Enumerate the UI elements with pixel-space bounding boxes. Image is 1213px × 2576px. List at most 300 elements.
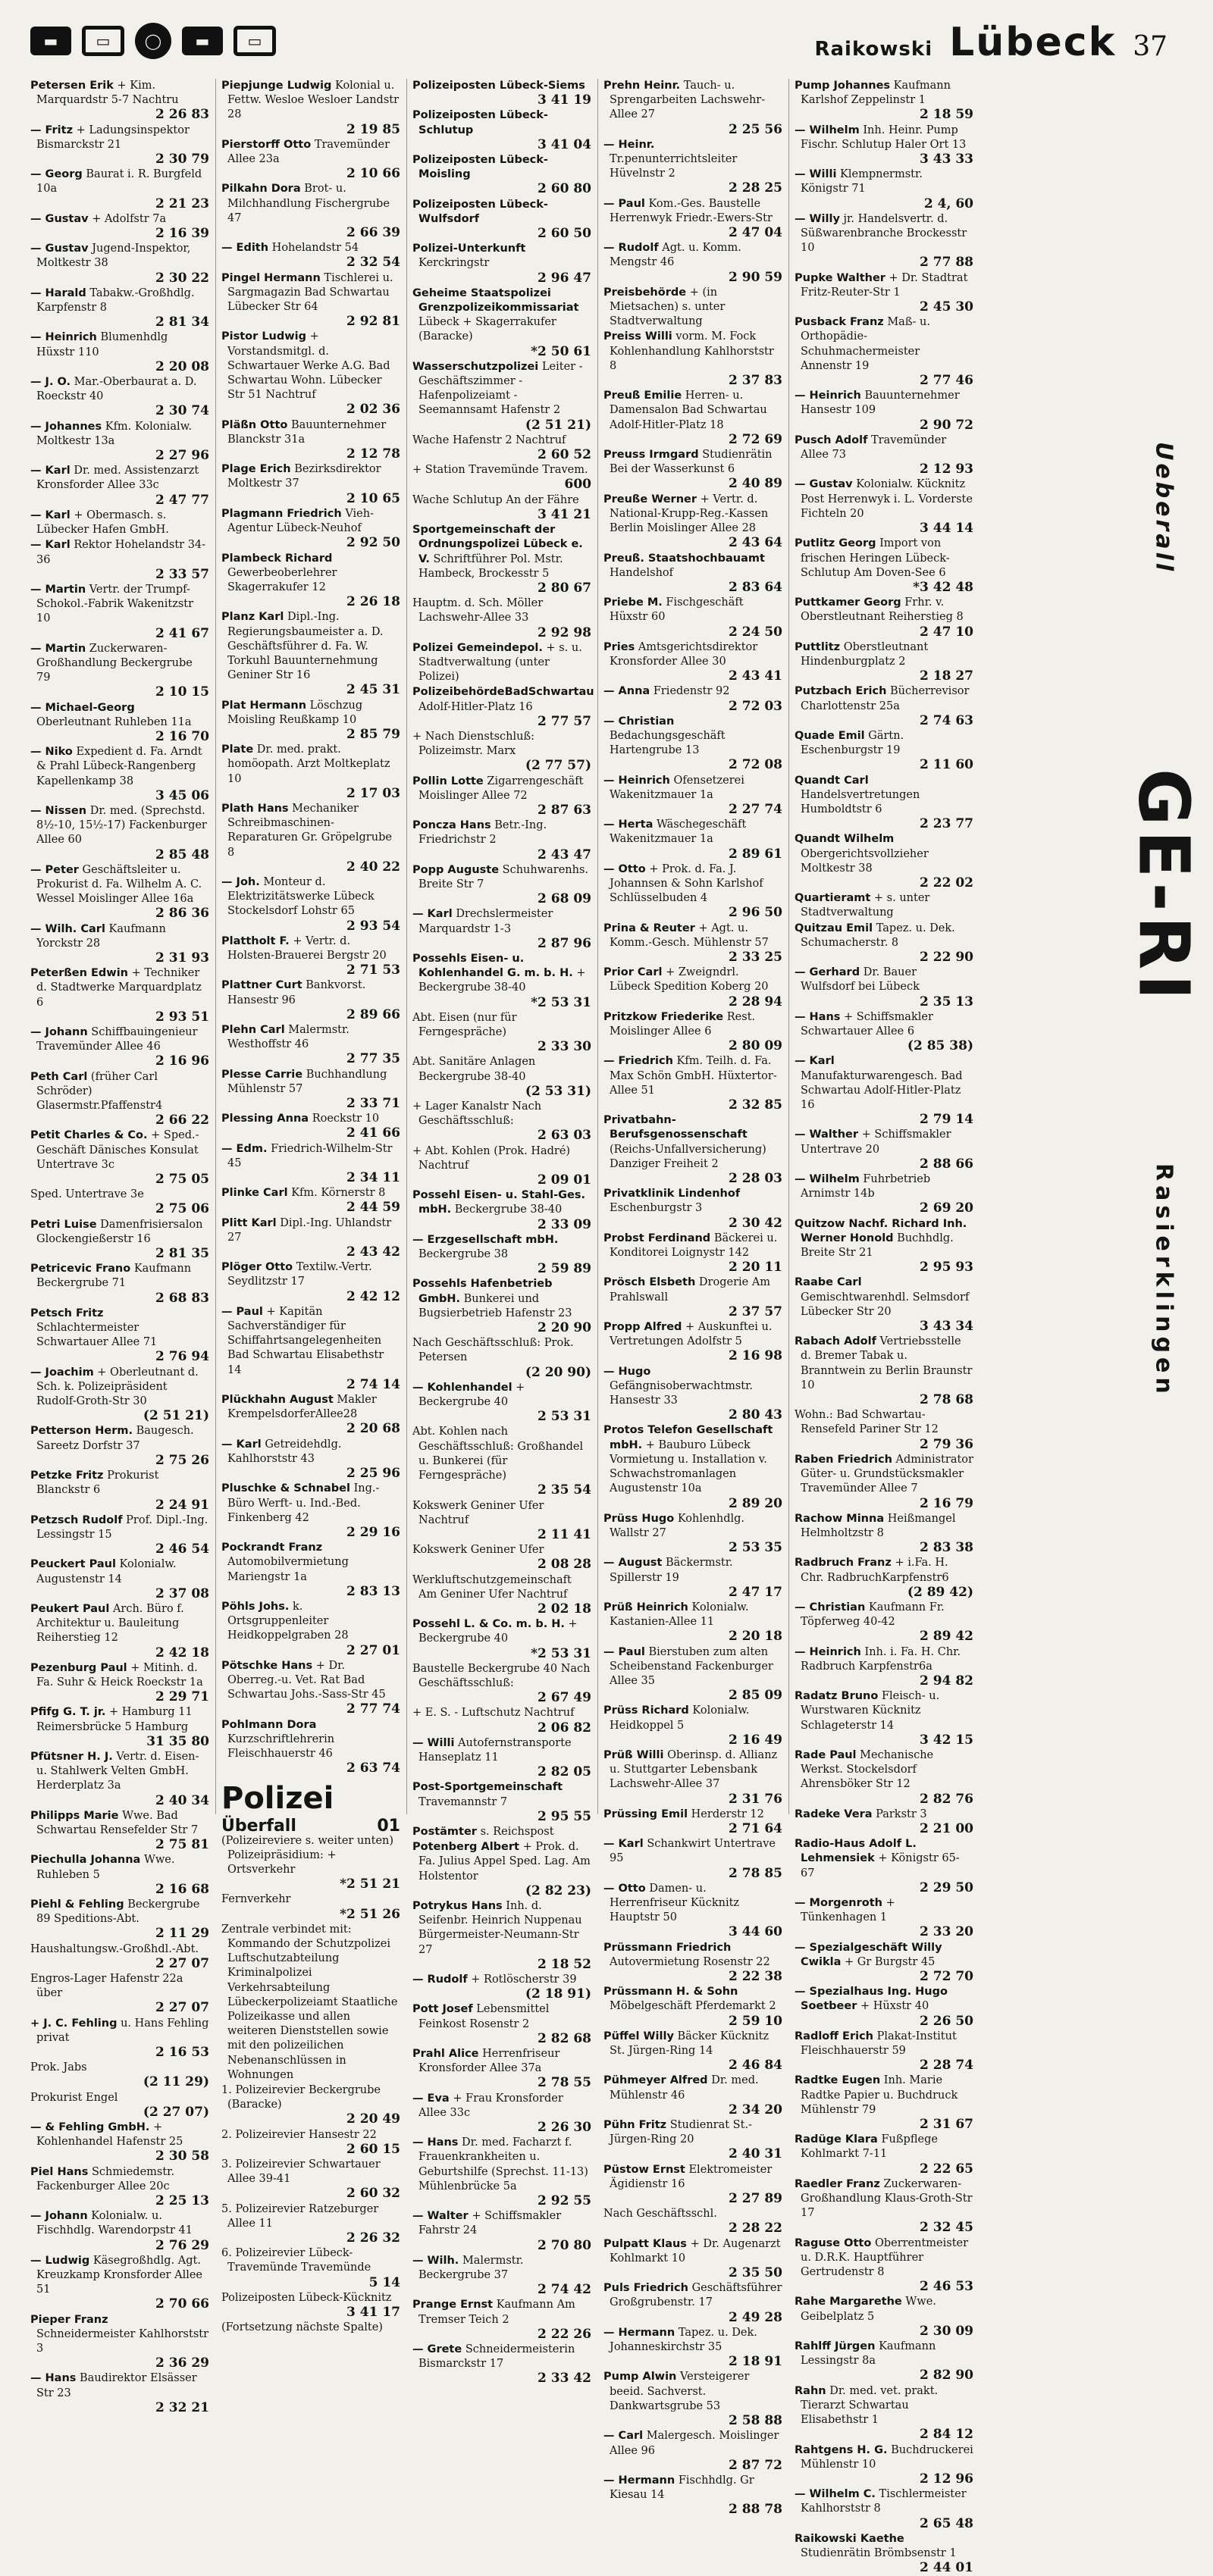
- entry-details: Autovermietung Rosenstr 22: [610, 1955, 770, 1968]
- entry-name: — Johannes: [30, 420, 102, 433]
- entry-phone: 2 27 96: [155, 448, 209, 464]
- entry-phone: 2 34 11: [346, 1170, 400, 1186]
- directory-entry: [412, 1336, 591, 1381]
- entry-details: + Beckergrube 40: [418, 1618, 578, 1645]
- directory-entry: [412, 1780, 591, 1825]
- directory-entry: [30, 1809, 209, 1854]
- entry-phone: 2 60 80: [538, 181, 591, 197]
- entry-details: + Abt. Kohlen (Prok. Hadré) Nachtruf: [412, 1144, 571, 1172]
- entry-details: Travemannstr 7: [418, 1795, 508, 1808]
- entry-phone: 2 87 63: [538, 802, 591, 818]
- entry-phone: 2 87 72: [729, 2457, 782, 2473]
- entry-name: Peuckert Paul: [30, 1558, 116, 1571]
- entry-name: Possehls Eisen- u. Kohlenhandel G. m. b. H.: [412, 952, 573, 980]
- entry-phone: (2 89 42): [907, 1584, 973, 1600]
- entry-phone: 2 44 01: [920, 2560, 973, 2576]
- directory-entry: [603, 2163, 782, 2208]
- entry-name: Prüß Heinrich: [603, 1601, 688, 1614]
- entry-name: — Carl: [603, 2430, 644, 2443]
- entry-phone: 2 20 68: [346, 1421, 400, 1437]
- entry-phone: 2 31 93: [155, 950, 209, 966]
- directory-entry: [795, 640, 973, 685]
- directory-entry: [221, 79, 400, 138]
- entry-name: Pötschke Hans: [221, 1659, 313, 1672]
- entry-phone: (2 27 07): [143, 2104, 209, 2120]
- entry-phone: 2 20 11: [729, 1260, 782, 1275]
- entry-details: Wache Schlutup An der Fähre: [412, 493, 579, 506]
- entry-details: Fischhdlg. Gr Kiesau 14: [610, 2474, 754, 2502]
- entry-name: Priebe M.: [603, 596, 663, 609]
- directory-entry: [603, 286, 782, 330]
- entry-phone: (2 18 91): [525, 1986, 591, 2002]
- entry-details: Kaufmann Karlshof Zeppelinstr 1: [801, 80, 951, 107]
- directory-entry: [412, 1543, 591, 1573]
- directory-entry: [412, 1736, 591, 1781]
- entry-phone: 2 45 31: [346, 682, 400, 698]
- entry-details: Beckergrube 38: [418, 1248, 509, 1261]
- entry-details: + Schiffsmakler Schwartauer Allee 6: [801, 1010, 933, 1038]
- entry-details: Oberleutnant Ruhleben 11a: [36, 715, 192, 728]
- entry-name: Petersen Erik: [30, 80, 114, 92]
- entry-name: — Paul: [603, 1645, 645, 1658]
- directory-entry: [795, 1453, 973, 1512]
- directory-entry: [30, 2209, 209, 2254]
- column-divider: [406, 79, 407, 1814]
- directory-column-4: [603, 79, 782, 2518]
- entry-details: Vieh-Agentur Lübeck-Neuhof: [227, 507, 374, 535]
- directory-entry: [412, 1233, 591, 1278]
- entry-details: Dr. med. Assistenzarzt Kronsforder Allee 33c: [36, 465, 199, 492]
- entry-name: Prüß Willi: [603, 1748, 664, 1761]
- directory-entry: [221, 1112, 400, 1141]
- entry-name: Pockrandt Franz: [221, 1542, 323, 1554]
- entry-name: Polizeiposten Lübeck-Siems: [412, 80, 585, 92]
- directory-entry: [221, 462, 400, 507]
- side-label-rasierklingen: [1130, 1122, 1198, 1440]
- entry-phone: 2 02 18: [538, 1601, 591, 1617]
- entry-details: Tischlermeister Kahlhorststr 8: [801, 2488, 967, 2515]
- entry-details: Kokswerk Geniner Ufer Nachtruf: [412, 1499, 544, 1526]
- entry-name: Prüss Richard: [603, 1704, 689, 1717]
- directory-entry: [795, 1275, 973, 1335]
- directory-entry: [795, 1556, 973, 1601]
- directory-entry: [603, 1113, 782, 1187]
- entry-phone: 2 42 12: [346, 1288, 400, 1304]
- directory-entry: [30, 167, 209, 212]
- entry-details: Bezirksdirektor Moltkestr 37: [227, 463, 381, 490]
- directory-entry: [221, 2246, 400, 2291]
- entry-details: 6. Polizeirevier Lübeck-Travemünde Travemünde: [221, 2247, 371, 2274]
- entry-name: Polizei Gemeindepol.: [412, 641, 543, 654]
- directory-entry: [221, 418, 400, 463]
- entry-details: Vertr. d. Eisen- u. Stahlwerk Velten GmbH. Herderplatz 3a: [36, 1750, 199, 1792]
- entry-name: — Hans: [412, 2136, 459, 2149]
- entry-details: Expedient d. Fa. Arndt & Prahl Lübeck-Rangenberg Kapellenkamp 38: [36, 746, 202, 787]
- entry-phone: 2 26 18: [346, 594, 400, 610]
- entry-name: Pollin Lotte: [412, 775, 484, 787]
- entry-details: Rest. Moislinger Allee 6: [610, 1010, 756, 1038]
- directory-entry: [795, 684, 973, 729]
- entry-phone: 2 30 42: [729, 1215, 782, 1231]
- entry-name: — Hugo: [603, 1365, 651, 1378]
- entry-phone: 2 31 67: [920, 2117, 973, 2133]
- entry-details: Friedenstr 92: [653, 685, 730, 698]
- entry-phone: 2 16 98: [729, 1348, 782, 1364]
- entry-name: Petzsch Rudolf: [30, 1513, 123, 1526]
- entry-phone: 2 90 72: [920, 417, 973, 433]
- entry-phone: 2 21 00: [920, 1820, 973, 1836]
- entry-phone: 2 26 30: [538, 2120, 591, 2136]
- entry-name: — Willi: [412, 1736, 455, 1749]
- directory-entry: [30, 330, 209, 375]
- directory-entry: [603, 2370, 782, 2429]
- directory-entry: [412, 818, 591, 863]
- entry-details: Fuhrbetrieb Arnimstr 14b: [801, 1173, 931, 1200]
- entry-details: + Hamburg 11 Reimersbrücke 5 Hamburg: [36, 1706, 193, 1733]
- entry-details: Inh. Marie Radtke Papier u. Buchdruck Mühlenstr 79: [801, 2074, 958, 2116]
- entry-phone: 2 80 43: [729, 1407, 782, 1423]
- entry-name: Plattholt F.: [221, 934, 290, 947]
- entry-name: Puttlitz: [795, 640, 841, 653]
- entry-phone: 2 60 15: [346, 2141, 400, 2157]
- directory-entry: [221, 330, 400, 418]
- entry-name: Plat Hermann: [221, 699, 307, 712]
- entry-name: — Niko: [30, 746, 73, 759]
- directory-entry: [30, 1469, 209, 1513]
- entry-details: Kokswerk Geniner Ufer: [412, 1544, 544, 1557]
- entry-name: Plath Hans: [221, 802, 289, 815]
- entry-phone: 2 77 35: [346, 1051, 400, 1067]
- directory-entry: [30, 701, 209, 746]
- entry-details: + Agt. u. Komm.-Gesch. Mühlenstr 57: [610, 922, 769, 949]
- entry-name: — Kohlenhandel: [412, 1381, 512, 1394]
- page-header: [30, 17, 1183, 70]
- entry-details: Beckergrube 89 Speditions-Abt.: [36, 1898, 200, 1926]
- directory-entry: [795, 1128, 973, 1172]
- entry-phone: 2 17 03: [346, 785, 400, 801]
- directory-entry: [412, 1499, 591, 1544]
- entry-details: Obergerichtsvollzieher Moltkestr 38: [801, 847, 929, 875]
- directory-entry: [412, 2343, 591, 2387]
- entry-name: — Christian: [795, 1601, 866, 1614]
- entry-name: Protos Telefon Gesellschaft mbH.: [603, 1424, 773, 1451]
- entry-phone: 2 75 06: [155, 1201, 209, 1217]
- directory-entry: [30, 1853, 209, 1898]
- entry-details: Kaufmann Yorckstr 28: [36, 922, 166, 950]
- entry-name: — Heinrich: [603, 774, 670, 787]
- entry-phone: 2 69 20: [920, 1200, 973, 1216]
- entry-phone: 2 96 47: [538, 270, 591, 286]
- entry-name: Potenberg Albert: [412, 1841, 519, 1854]
- entry-name: Radeke Vera: [795, 1808, 873, 1820]
- entry-phone: 2 68 83: [155, 1290, 209, 1306]
- entry-details: Tapez. u. Dek. Johanneskirchstr 35: [610, 2326, 757, 2354]
- entry-phone: 2 27 74: [729, 801, 782, 817]
- directory-entry: [603, 862, 782, 922]
- entry-name: Prina & Reuter: [603, 922, 695, 934]
- directory-entry: [221, 2202, 400, 2247]
- entry-name: Pistor Ludwig: [221, 330, 307, 343]
- entry-phone: 2 12 78: [346, 446, 400, 462]
- entry-details: (Reichs-Unfallversicherung) Danziger Freiheit 2: [610, 1143, 766, 1170]
- entry-phone: 2 22 90: [920, 949, 973, 965]
- entry-name: — Johann: [30, 1026, 88, 1038]
- directory-entry: [30, 922, 209, 967]
- entry-phone: 2 33 09: [538, 1216, 591, 1232]
- entry-name: — Otto: [603, 862, 646, 875]
- directory-entry: [603, 1365, 782, 1424]
- entry-details: + Auskunftei u. Vertretungen Adolfstr 5: [610, 1321, 773, 1348]
- entry-phone: 2 71 53: [346, 962, 400, 978]
- entry-name: Rachow Minna: [795, 1512, 885, 1525]
- entry-details: Textilw.-Vertr. Seydlitzstr 17: [227, 1261, 372, 1288]
- entry-details: Dr. med. prakt. homöopath. Arzt Moltkeplatz 10: [227, 743, 390, 785]
- directory-entry: [603, 1275, 782, 1320]
- entry-name: Radio-Haus Adolf L. Lehmensiek: [795, 1838, 917, 1865]
- entry-name: Potrykus Hans: [412, 1899, 503, 1912]
- entry-name: Raguse Otto: [795, 2236, 872, 2249]
- directory-column-2: [221, 79, 400, 2334]
- entry-details: + Vertr. d. National-Krupp-Reg.-Kassen Berlin Moislinger Allee 28: [610, 493, 769, 535]
- entry-details: Agt. u. Komm. Mengstr 46: [610, 242, 741, 269]
- entry-phone: 2 77 88: [920, 255, 973, 271]
- entry-name: Plehn Carl: [221, 1024, 285, 1036]
- entry-name: — August: [603, 1557, 663, 1570]
- entry-name: Pusch Adolf: [795, 434, 868, 446]
- entry-phone: 2 60 32: [346, 2186, 400, 2202]
- directory-entry: [30, 420, 209, 465]
- entry-phone: 2 22 26: [538, 2326, 591, 2342]
- entry-details: + Vorstandsmitgl. d. Schwartauer Werke A.G. Bad Schwartau Wohn. Lübecker Str 51 Nachtruf: [227, 330, 390, 402]
- entry-name: — Hans: [30, 2372, 77, 2385]
- entry-details: 3. Polizeirevier Schwartauer Allee 39-41: [221, 2158, 381, 2186]
- entry-details: Gemischtwarenhdl. Selmsdorf Lübecker Str 20: [801, 1291, 970, 1318]
- directory-entry: [412, 775, 591, 819]
- entry-details: Zuckerwaren-Großhandlung Klaus-Groth-Str 17: [801, 2177, 973, 2220]
- entry-details: Frhr. v. Oberstleutnant Reiherstieg 8: [801, 596, 964, 624]
- directory-entry: [603, 1985, 782, 2030]
- entry-name: Rade Paul: [795, 1748, 857, 1761]
- entry-details: Kfm. Kolonialw. Moltkestr 13a: [36, 420, 192, 447]
- entry-name: PolizeibehördeBadSchwartau: [412, 686, 594, 699]
- entry-details: Schneidermeisterin Bismarckstr 17: [418, 2343, 575, 2371]
- entry-name: Plattner Curt: [221, 979, 302, 992]
- directory-entry: [412, 2254, 591, 2299]
- entry-details: + s. unter Stadtverwaltung: [801, 892, 930, 919]
- entry-details: Malermstr. Westhoffstr 46: [227, 1024, 349, 1051]
- directory-entry: [221, 1482, 400, 1541]
- directory-entry: [30, 1307, 209, 1366]
- column-divider: [215, 79, 216, 1814]
- entry-name: Privatbahn-Berufsgenossenschaft: [603, 1114, 748, 1141]
- entry-phone: 2 79 36: [920, 1436, 973, 1452]
- directory-entry: [221, 1023, 400, 1068]
- directory-entry: [30, 1750, 209, 1809]
- entry-details: Herderstr 12: [691, 1808, 764, 1820]
- directory-entry: [30, 212, 209, 242]
- entry-phone: *2 53 31: [531, 994, 591, 1010]
- directory-entry: [795, 2177, 973, 2236]
- entry-phone: 2 37 08: [155, 1585, 209, 1601]
- entry-details: + Oberleutnant d. Sch. k. Polizeipräsident Rudolf-Groth-Str 30: [36, 1366, 199, 1408]
- directory-entry: [221, 138, 400, 183]
- advertiser-logos: [30, 23, 276, 59]
- entry-details: Ing.-Büro Werft- u. Ind.-Bed. Finkenberg 42: [227, 1482, 380, 1524]
- directory-entry: [795, 2295, 973, 2340]
- entry-phone: (2 51 21): [143, 1408, 209, 1424]
- entry-details: Lebensmittel Feinkost Rosenstr 2: [418, 2003, 550, 2030]
- entry-details: Zentrale verbindet mit: Kommando der Schutzpolizei Luftschutzabteilung Kriminalpolizei Verkehrsabteilung Lübeckerpolizeiamt Staatliche Polizeikasse und allen weiteren Dienststellen sowie mit den polizeilichen Nebenanschlüssen in Wohnungen: [221, 1923, 398, 2081]
- entry-phone: 2 33 42: [538, 2371, 591, 2387]
- entry-details: Rektor Hohelandstr 34-36: [36, 539, 206, 566]
- directory-entry: [30, 2165, 209, 2210]
- entry-name: Petri Luise: [30, 1218, 97, 1231]
- entry-details: + Frau Kronsforder Allee 33c: [418, 2092, 563, 2119]
- directory-entry: [795, 966, 973, 1010]
- entry-details: + Beckergrube 40: [418, 1381, 525, 1409]
- directory-entry: [30, 375, 209, 420]
- entry-name: Plöger Otto: [221, 1261, 293, 1274]
- entry-phone: 2 86 36: [155, 906, 209, 922]
- entry-details: Dipl.-Ing. Regierungsbaumeister a. D. Geschäftsführer d. Fa. W. Torkuhl Bauunternehmung Geniner Str 16: [227, 611, 384, 682]
- entry-phone: 2 37 57: [729, 1304, 782, 1319]
- directory-entry: [30, 1262, 209, 1307]
- entry-phone: 2 31 76: [729, 1791, 782, 1807]
- directory-entry: [412, 108, 591, 153]
- entry-phone: *2 51 26: [340, 1906, 400, 1922]
- entry-phone: 2 16 96: [155, 1053, 209, 1069]
- entry-name: Pulpatt Klaus: [603, 2237, 687, 2250]
- directory-entry: [412, 1100, 591, 1144]
- directory-entry: [795, 1512, 973, 1557]
- entry-name: — Rudolf: [603, 242, 659, 255]
- directory-entry: [30, 1557, 209, 1602]
- entry-name: — Karl: [30, 539, 71, 552]
- directory-entry: [603, 389, 782, 448]
- directory-columns: [30, 79, 1107, 2576]
- entry-details: Studienrätin Brömbsenstr 1: [801, 2546, 957, 2559]
- entry-details: + s. u. Stadtverwaltung (unter Polizei): [418, 641, 582, 684]
- directory-entry: [603, 1704, 782, 1748]
- directory-entry: [795, 922, 973, 966]
- entry-name: Prange Ernst: [412, 2299, 494, 2312]
- entry-details: (früher Carl Schröder) Glasermstr.Pfaffenstr4: [36, 1070, 163, 1113]
- directory-entry: [795, 315, 973, 389]
- entry-phone: 5 14: [368, 2274, 400, 2290]
- entry-name: Prehn Heinr.: [603, 80, 681, 92]
- logo-mark: ▭: [82, 26, 124, 56]
- directory-entry: [221, 802, 400, 875]
- entry-phone: 2 30 22: [155, 270, 209, 286]
- directory-entry: [412, 1706, 591, 1736]
- entry-details: + Station Travemünde Travem.: [412, 464, 588, 477]
- directory-entry: [603, 2474, 782, 2518]
- entry-details: Schlachtermeister Schwartauer Allee 71: [36, 1322, 158, 1349]
- entry-details: Nach Geschäftsschluß: Prok. Petersen: [412, 1337, 574, 1364]
- entry-phone: 2 72 70: [920, 1969, 973, 1984]
- entry-details: + Kim. Marquardstr 5-7 Nachtru: [36, 80, 179, 107]
- entry-phone: 2 16 70: [155, 728, 209, 744]
- entry-details: + Prok. d. Fa. Julius Appel Sped. Lag. Am Holstentor: [418, 1841, 591, 1883]
- directory-entry: [412, 2092, 591, 2136]
- entry-phone: 2 63 74: [346, 1761, 400, 1776]
- directory-entry: [412, 2209, 591, 2254]
- entry-phone: 2 19 85: [346, 121, 400, 137]
- entry-name: Prior Carl: [603, 966, 663, 979]
- directory-entry: [795, 389, 973, 434]
- entry-details: k. Ortsgruppenleiter Heidkoppelgraben 28: [227, 1600, 349, 1642]
- entry-phone: 2 60 50: [538, 226, 591, 242]
- entry-name: Rahe Margarethe: [795, 2296, 902, 2308]
- entry-details: Prof. Dipl.-Ing. Lessingstr 15: [36, 1513, 208, 1541]
- entry-name: Pläßn Otto: [221, 418, 288, 431]
- entry-details: Inh. i. Fa. H. Chr. Radbruch Karpfenstr6a: [801, 1645, 961, 1673]
- entry-details: Klempnermstr. Königstr 71: [801, 168, 923, 196]
- entry-details: Amtsgerichtsdirektor Kronsforder Allee 30: [610, 640, 758, 668]
- entry-name: Pusback Franz: [795, 316, 884, 329]
- directory-entry: [412, 1188, 591, 1233]
- directory-entry: [603, 1512, 782, 1557]
- entry-name: — Willy: [795, 212, 840, 225]
- directory-entry: [221, 507, 400, 552]
- entry-name: — Martin: [30, 642, 86, 655]
- entry-details: Gewerbeoberlehrer Skagerrakufer 12: [227, 566, 337, 593]
- directory-entry: [221, 1393, 400, 1438]
- entry-name: Radtke Eugen: [795, 2074, 881, 2087]
- directory-entry: [795, 2074, 973, 2133]
- entry-details: + Dr. Stadtrat Fritz-Reuter-Str 1: [801, 271, 968, 299]
- entry-name: — Peter: [30, 863, 79, 876]
- entry-name: Preuße Werner: [603, 493, 697, 505]
- entry-phone: 2 18 52: [538, 1956, 591, 1972]
- entry-details: Kolonial u. Fettw. Wesloe Wesloer Landstr 28: [227, 80, 400, 121]
- directory-entry: [603, 684, 782, 714]
- entry-phone: 2 95 55: [538, 1808, 591, 1824]
- entry-name: — Walther: [795, 1128, 859, 1141]
- emergency-label: Überfall: [221, 1817, 296, 1836]
- entry-name: Plesse Carrie: [221, 1068, 303, 1081]
- entry-details: Werkluftschutzgemeinschaft Am Geniner Ufer Nachtruf: [412, 1573, 572, 1601]
- entry-details: Wwe. Bad Schwartau Rensefelder Str 7: [36, 1809, 199, 1836]
- directory-entry: [795, 1985, 973, 2030]
- entry-phone: 2 74 42: [538, 2282, 591, 2298]
- entry-details: Handelsvertretungen Humboldtstr 6: [801, 788, 920, 815]
- directory-entry: [603, 715, 782, 774]
- entry-phone: 2 23 77: [920, 816, 973, 832]
- entry-name: Pingel Hermann: [221, 271, 321, 284]
- directory-entry: [221, 1438, 400, 1482]
- entry-phone: (2 11 29): [143, 2074, 209, 2090]
- entry-phone: 2 58 88: [729, 2413, 782, 2429]
- entry-details: Drechslermeister Marquardstr 1-3: [418, 908, 553, 935]
- entry-name: — Paul: [221, 1305, 263, 1318]
- entry-phone: 2 32 45: [920, 2220, 973, 2236]
- directory-entry: [603, 1808, 782, 1837]
- directory-entry: [221, 743, 400, 802]
- entry-phone: 2 41 66: [346, 1125, 400, 1141]
- entry-phone: (2 53 31): [525, 1083, 591, 1099]
- entry-phone: 2 80 67: [538, 580, 591, 596]
- directory-entry: [30, 863, 209, 922]
- entry-name: — & Fehling GmbH.: [30, 2121, 150, 2134]
- directory-entry: [603, 1645, 782, 1704]
- entry-details: + Beckergrube 38-40: [418, 967, 586, 994]
- entry-name: Pieper Franz: [30, 2313, 108, 2326]
- entry-name: Rabach Adolf: [795, 1335, 876, 1348]
- entry-details: + (in Mietsachen) s. unter Stadtverwaltung: [610, 286, 726, 328]
- entry-details: + Rotlöscherstr 39: [471, 1973, 577, 1986]
- entry-details: Wäschegeschäft Wakenitzmauer 1a: [610, 818, 747, 846]
